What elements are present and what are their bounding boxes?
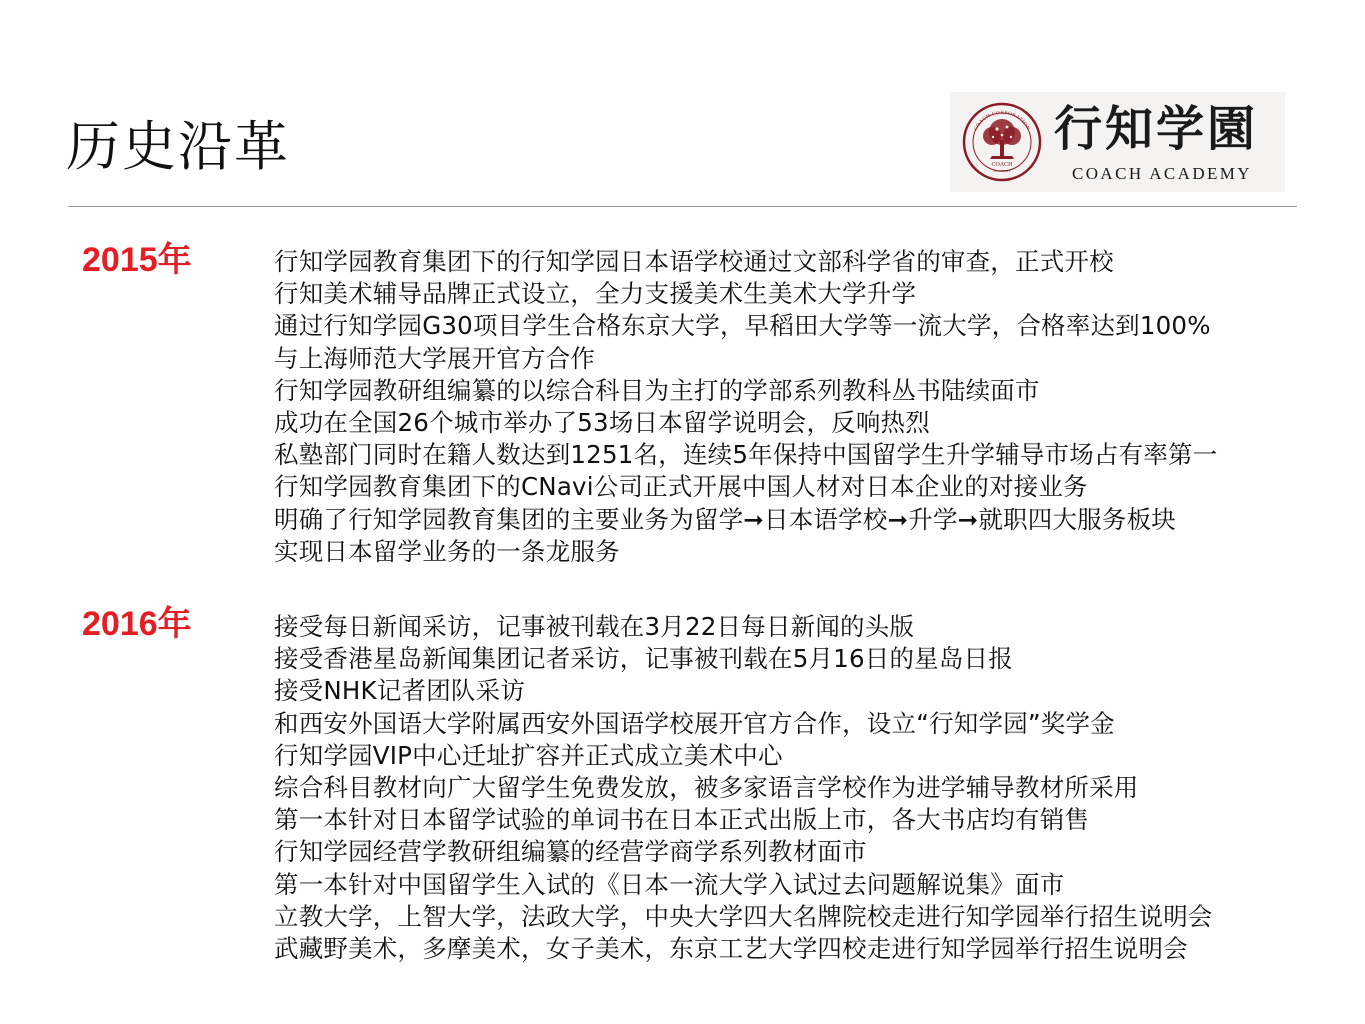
event-item: 行知学园教育集团下的行知学园日本语学校通过文部科学省的审查，正式开校 <box>274 247 1114 276</box>
seal-subtext: ACADEMY <box>993 169 1011 173</box>
event-item: 接受NHK记者团队采访 <box>274 676 526 706</box>
event-item: 实现日本留学业务的一条龙服务 <box>274 536 620 566</box>
event-item: 第一本针对中国留学生入试的《日本一流大学入试过去问题解说集》面市 <box>274 869 1065 899</box>
event-item: 和西安外国语大学附属西安外国语学校展开官方合作，设立“行知学园”奖学金 <box>274 708 1115 738</box>
event-item: 通过行知学园G30项目学生合格东京大学，早稻田大学等一流大学，合格率达到100% <box>274 311 1211 341</box>
event-item: 行知学园教研组编纂的以综合科目为主打的学部系列教科丛书陆续面市 <box>274 375 1040 405</box>
logo-subtitle: COACH ACADEMY <box>1072 164 1252 183</box>
event-item: 成功在全国26个城市举办了53场日本留学说明会，反响热烈 <box>274 407 930 437</box>
events-list-2016 <box>274 611 1213 965</box>
tree-seal-icon <box>962 102 1042 182</box>
year-label-2016: 2016年 <box>82 605 192 643</box>
event-item: 接受香港星岛新闻集团记者采访，记事被刊载在5月16日的星岛日报 <box>274 644 1013 674</box>
event-item: 接受每日新闻采访，记事被刊载在3月22日每日新闻的头版 <box>274 612 915 641</box>
year-label-2015: 2015年 <box>82 241 192 279</box>
event-item: 第一本针对日本留学试验的单词书在日本正式出版上市，各大书店均有销售 <box>274 805 1090 835</box>
events-list-2015 <box>274 246 1217 568</box>
seal-text: COACH <box>991 162 1013 168</box>
event-item: 明确了行知学园教育集团的主要业务为留学➞日本语学校➞升学➞就职四大服务板块 <box>274 504 1176 534</box>
event-item: 行知学园教育集团下的CNavi公司正式开展中国人材对日本企业的对接业务 <box>274 472 1088 502</box>
title-divider <box>68 206 1297 207</box>
logo-name: 行知学園 <box>1054 101 1259 157</box>
event-item: 武藏野美术，多摩美术，女子美术，东京工艺大学四校走进行知学园举行招生说明会 <box>274 933 1188 963</box>
coach-academy-logo <box>950 92 1285 192</box>
event-item: 行知学园经营学教研组编纂的经营学商学系列教材面市 <box>274 837 867 867</box>
event-item: 立教大学，上智大学，法政大学，中央大学四大名牌院校走进行知学园举行招生说明会 <box>274 901 1213 931</box>
event-item: 综合科目教材向广大留学生免费发放，被多家语言学校作为进学辅导教材所采用 <box>274 772 1139 802</box>
event-item: 行知学园VIP中心迁址扩容并正式成立美术中心 <box>274 740 783 770</box>
event-item: 私塾部门同时在籍人数达到1251名，连续5年保持中国留学生升学辅导市场占有率第一 <box>274 440 1218 470</box>
event-item: 行知美术辅导品牌正式设立，全力支援美术生美术大学升学 <box>274 279 917 309</box>
seal-ring-text: COACH CORPORATION <box>973 110 1031 132</box>
event-item: 与上海师范大学展开官方合作 <box>274 343 596 373</box>
page-title: 历史沿革 <box>66 115 290 178</box>
